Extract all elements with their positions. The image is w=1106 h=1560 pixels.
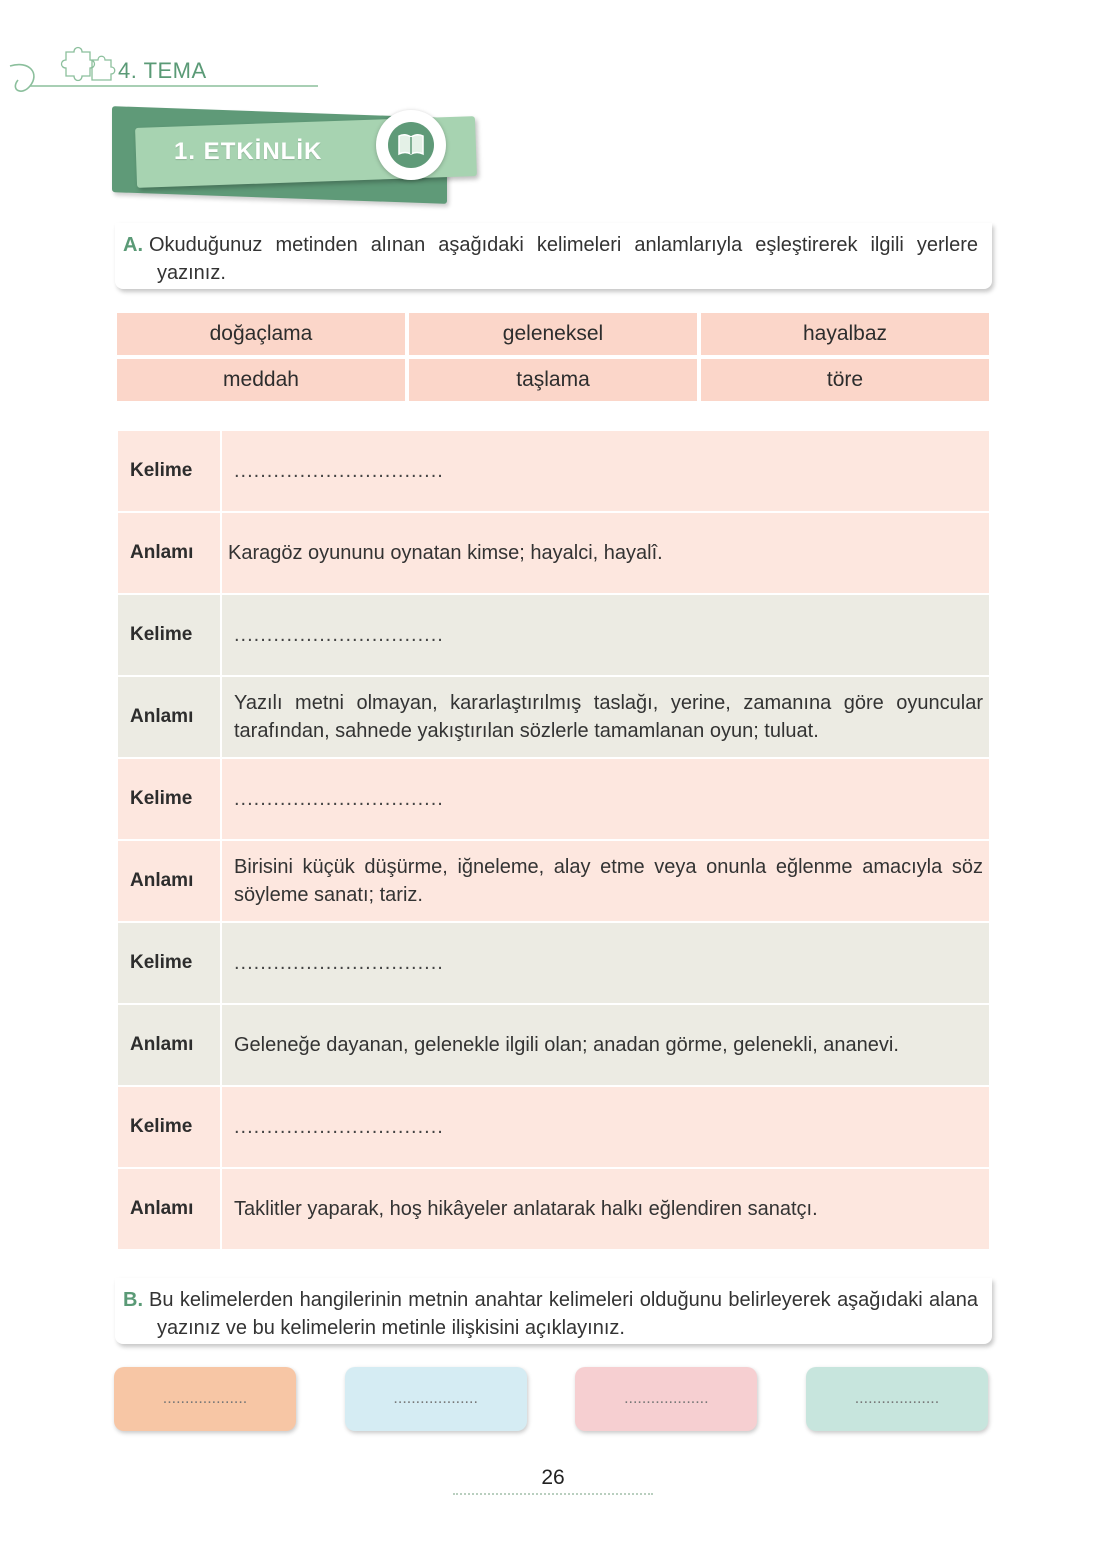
meaning-label: Anlamı — [118, 1169, 220, 1249]
word-row — [118, 759, 989, 839]
word-blank[interactable] — [222, 1087, 989, 1167]
instruction-letter: A. — [123, 234, 143, 256]
activity-banner — [112, 108, 492, 200]
word-row — [118, 595, 989, 675]
word-blank[interactable] — [222, 595, 989, 675]
instruction-text: Bu kelimelerden hangilerinin metnin anahtar kelimeleri olduğunu belirleyerek aşağıdaki alana yazınız ve bu kelimelerin metinle ilişkisini açıklayınız. — [149, 1289, 978, 1339]
page-number: 26 — [541, 1466, 565, 1489]
word-cell: geleneksel — [409, 313, 697, 355]
blank-dots: ................................ — [234, 1116, 444, 1138]
instruction-text: Okuduğunuz metinden alınan aşağıdaki kelimeleri anlamlarıyla eşleştirerek ilgili yerlere yazınız. — [149, 234, 978, 284]
word-row — [118, 431, 989, 511]
meaning-row — [118, 841, 989, 921]
word-cell: töre — [701, 359, 989, 401]
blank-dots: ................................ — [234, 624, 444, 646]
word-cell: meddah — [117, 359, 405, 401]
word-blank[interactable] — [222, 431, 989, 511]
book-glyph — [397, 133, 425, 157]
word-label: Kelime — [118, 1087, 220, 1167]
meaning-text: Yazılı metni olmayan, kararlaştırılmış taslağı, yerine, zamanına göre oyuncular tarafından, sahnede yakıştırılan sözlerle tamamlanan oyun; tuluat. — [222, 677, 989, 757]
meaning-text: Taklitler yaparak, hoş hikâyeler anlatarak halkı eğlendiren sanatçı. — [222, 1169, 989, 1249]
meaning-label: Anlamı — [118, 513, 220, 593]
meaning-text: Karagöz oyununu oynatan kimse; hayalci, hayalî. — [222, 513, 989, 593]
theme-title: 4. TEMA — [118, 58, 207, 83]
word-row — [118, 1087, 989, 1167]
page-number-decoration — [453, 1493, 653, 1499]
instruction-b — [115, 1278, 992, 1344]
matching-table — [118, 431, 989, 1251]
answer-box[interactable]: ................... — [806, 1367, 988, 1431]
blank-dots: ................................ — [234, 460, 444, 482]
instruction-letter: B. — [123, 1289, 143, 1311]
word-blank[interactable] — [222, 923, 989, 1003]
open-book-icon — [376, 110, 446, 180]
answer-boxes — [114, 1367, 988, 1431]
word-label: Kelime — [118, 759, 220, 839]
activity-label: 1. ETKİNLİK — [174, 138, 323, 165]
meaning-label: Anlamı — [118, 841, 220, 921]
meaning-row — [118, 1005, 989, 1085]
word-label: Kelime — [118, 923, 220, 1003]
word-row — [118, 923, 989, 1003]
answer-box[interactable]: ................... — [345, 1367, 527, 1431]
word-blank[interactable] — [222, 759, 989, 839]
word-cell: doğaçlama — [117, 313, 405, 355]
meaning-row — [118, 677, 989, 757]
answer-box[interactable]: ................... — [114, 1367, 296, 1431]
answer-box[interactable]: ................... — [575, 1367, 757, 1431]
word-label: Kelime — [118, 431, 220, 511]
meaning-text: Geleneğe dayanan, gelenekle ilgili olan; anadan görme, gelenekli, ananevi. — [222, 1005, 989, 1085]
word-label: Kelime — [118, 595, 220, 675]
word-bank — [117, 313, 989, 401]
meaning-row — [118, 1169, 989, 1249]
blank-dots: ................................ — [234, 788, 444, 810]
word-cell: taşlama — [409, 359, 697, 401]
meaning-label: Anlamı — [118, 1005, 220, 1085]
meaning-label: Anlamı — [118, 677, 220, 757]
instruction-a — [115, 223, 992, 289]
blank-dots: ................................ — [234, 952, 444, 974]
word-cell: hayalbaz — [701, 313, 989, 355]
meaning-text: Birisini küçük düşürme, iğneleme, alay etme veya onunla eğlenme amacıyla söz söyleme sanatı; tariz. — [222, 841, 989, 921]
meaning-row — [118, 513, 989, 593]
